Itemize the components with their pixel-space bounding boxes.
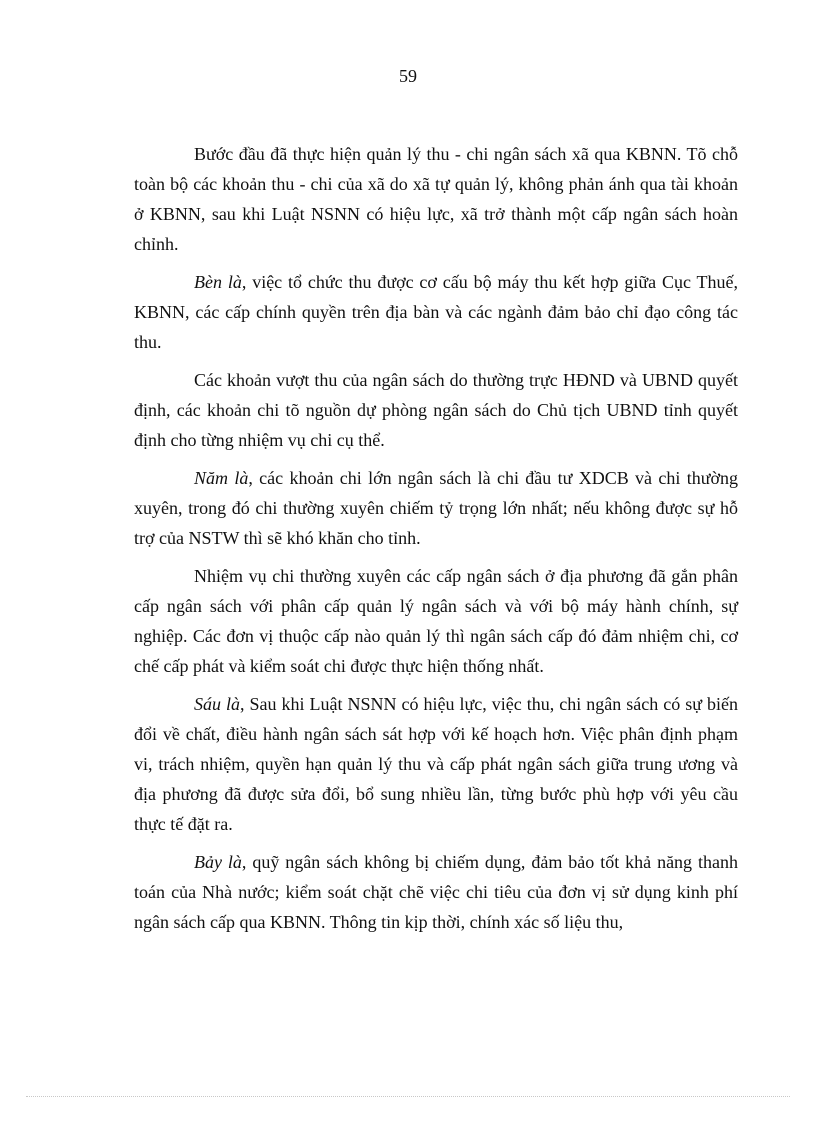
paragraph-text: , các khoản chi lớn ngân sách là chi đầu tư XDCB và chi thường xuyên, trong đó chi thường xuyên chiếm tỷ trọng lớn nhất; nếu không được sự hỗ trợ của NSTW thì sẽ khó khăn cho tỉnh. [134, 468, 738, 548]
paragraph-lead: Bèn là [194, 272, 242, 292]
page-number: 59 [399, 66, 417, 86]
paragraph-7 [134, 847, 738, 937]
paragraph-text: , Sau khi Luật NSNN có hiệu lực, việc thu, chi ngân sách có sự biến đổi về chất, điều hành ngân sách sát hợp với kế hoạch hơn. Việc phân định phạm vi, trách nhiệm, quyền hạn quản lý thu và cấp phát ngân sách giữa trung ương và địa phương đã được sửa đổi, bổ sung nhiều lần, từng bước phù hợp với yêu cầu thực tế đặt ra. [134, 694, 738, 834]
paragraph-text: , quỹ ngân sách không bị chiếm dụng, đảm bảo tốt khả năng thanh toán của Nhà nước; kiểm soát chặt chẽ việc chi tiêu của đơn vị sử dụng kinh phí ngân sách cấp qua KBNN. Thông tin kịp thời, chính xác số liệu thu, [134, 852, 738, 932]
paragraph-text: , việc tổ chức thu được cơ cấu bộ máy thu kết hợp giữa Cục Thuế, KBNN, các cấp chính quyền trên địa bàn và các ngành đảm bảo chỉ đạo công tác thu. [134, 272, 738, 352]
paragraph-6 [134, 689, 738, 839]
footer-dotted-rule [26, 1096, 790, 1097]
paragraph-3 [134, 365, 738, 455]
paragraph-2 [134, 267, 738, 357]
paragraph-4 [134, 463, 738, 553]
paragraph-text: Các khoản vượt thu của ngân sách do thường trực HĐND và UBND quyết định, các khoản chi tõ nguồn dự phòng ngân sách do Chủ tịch UBND tỉnh quyết định cho từng nhiệm vụ chi cụ thể. [134, 370, 738, 450]
paragraph-lead: Năm là [194, 468, 249, 488]
paragraph-5 [134, 561, 738, 681]
paragraph-lead: Bảy là [194, 852, 242, 872]
paragraph-1 [134, 139, 738, 259]
paragraph-lead: Sáu là [194, 694, 241, 714]
paragraph-text: Bước đầu đã thực hiện quản lý thu - chi ngân sách xã qua KBNN. Tõ chỗ toàn bộ các khoản thu - chi của xã do xã tự quản lý, không phản ánh qua tài khoản ở KBNN, sau khi Luật NSNN có hiệu lực, xã trở thành một cấp ngân sách hoàn chỉnh. [134, 144, 738, 254]
paragraph-text: Nhiệm vụ chi thường xuyên các cấp ngân sách ở địa phương đã gắn phân cấp ngân sách với phân cấp quản lý ngân sách và với bộ máy hành chính, sự nghiệp. Các đơn vị thuộc cấp nào quản lý thì ngân sách cấp đó đảm nhiệm chi, cơ chế cấp phát và kiểm soát chi được thực hiện thống nhất. [134, 566, 738, 676]
body-text [134, 139, 738, 945]
